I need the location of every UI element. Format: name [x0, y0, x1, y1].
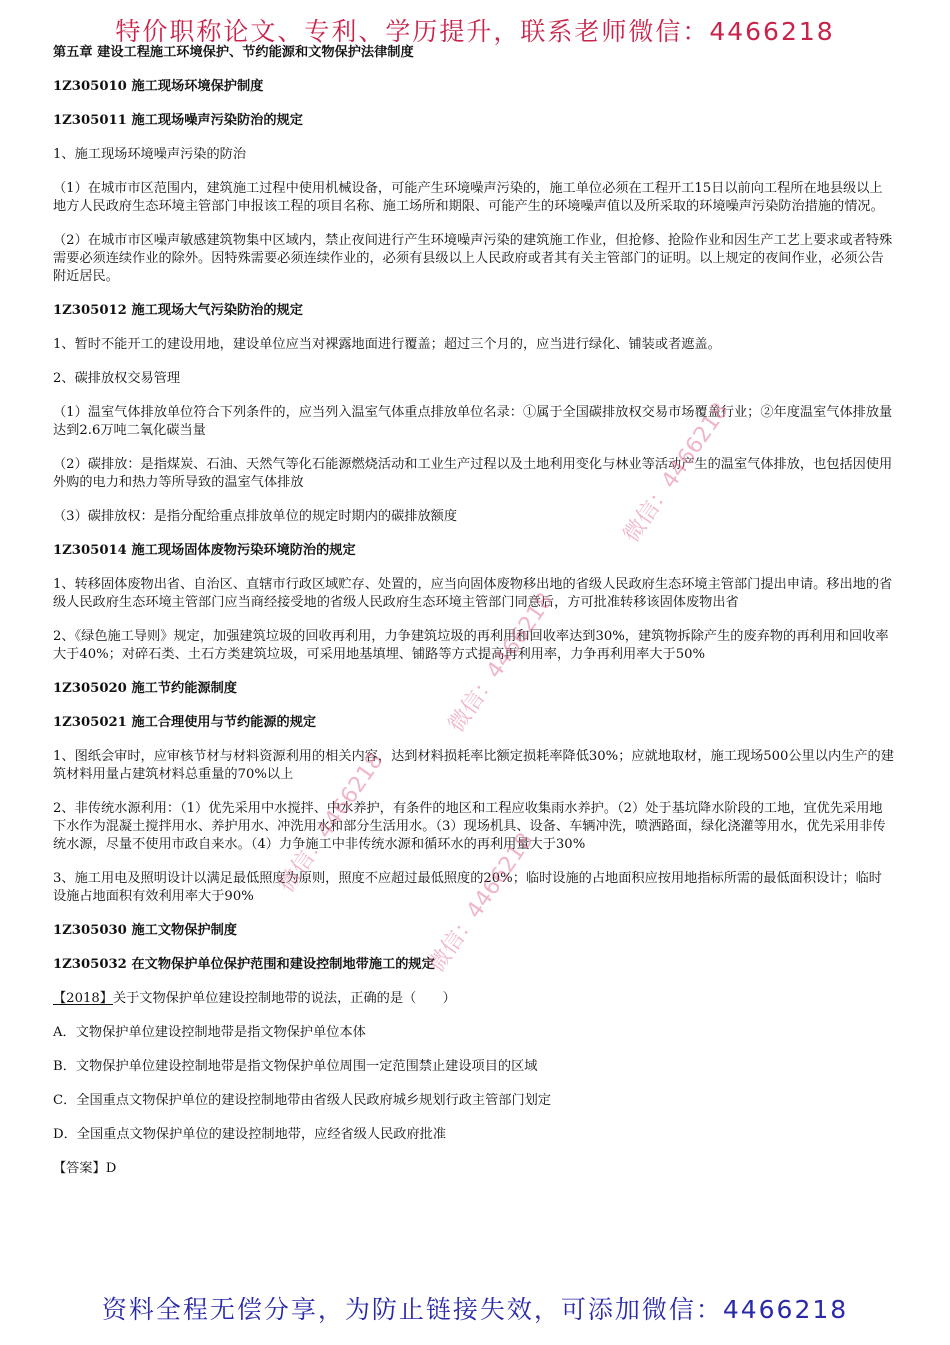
paragraph: 3、施工用电及照明设计以满足最低照度为原则，照度不应超过最低照度的20%；临时设施的占地面积应按用地指标所需的最低面积设计；临时设施占地面积有效利用率大于90%: [53, 871, 882, 904]
subsection-title: 1Z305014 施工现场固体废物污染环境防治的规定: [53, 543, 356, 558]
question-text: 关于文物保护单位建设控制地带的说法，正确的是（ ）: [112, 991, 456, 1006]
exam-question: [53, 990, 895, 1008]
paragraph: 1、施工现场环境噪声污染的防治: [53, 147, 247, 162]
section-title: 1Z305020 施工节约能源制度: [53, 681, 237, 696]
paragraph: 1、图纸会审时，应审核节材与材料资源利用的相关内容，达到材料损耗率比额定损耗率降低30%；应就地取材，施工现场500公里以内生产的建筑材料用量占建筑材料总重量的70%以上: [53, 749, 894, 782]
subsection-title: 1Z305011 施工现场噪声污染防治的规定: [53, 113, 303, 128]
watermark: 微信：4466218: [619, 398, 734, 548]
paragraph: （1）温室气体排放单位符合下列条件的，应当列入温室气体重点排放单位名录：①属于全国碳排放权交易市场覆盖行业；②年度温室气体排放量达到2.6万吨二氧化碳当量: [53, 405, 893, 438]
paragraph: 2、《绿色施工导则》规定，加强建筑垃圾的回收再利用，力争建筑垃圾的再利用和回收率达到30%，建筑物拆除产生的废弃物的再利用和回收率大于40%；对碎石类、土石方类建筑垃圾，可采用地基填埋、铺路等方式提高再利用率，力争再利用率大于50%: [53, 629, 889, 662]
section-title: 1Z305030 施工文物保护制度: [53, 923, 237, 938]
watermark: 微信：4466218: [424, 828, 539, 978]
subsection-title: 1Z305012 施工现场大气污染防治的规定: [53, 303, 303, 318]
paragraph: （1）在城市市区范围内，建筑施工过程中使用机械设备，可能产生环境噪声污染的，施工单位必须在工程开工15日以前向工程所在地县级以上地方人民政府生态环境主管部门申报该工程的项目名称、施工场所和期限、可能产生的环境噪声值以及所采取的环境噪声污染防治措施的情况。: [53, 181, 884, 214]
chapter-title: 第五章 建设工程施工环境保护、节约能源和文物保护法律制度: [53, 45, 414, 60]
subsection-title: 1Z305032 在文物保护单位保护范围和建设控制地带施工的规定: [53, 957, 435, 972]
paragraph: （2）碳排放：是指煤炭、石油、天然气等化石能源燃烧活动和工业生产过程以及土地利用变化与林业等活动产生的温室气体排放，也包括因使用外购的电力和热力等所导致的温室气体排放: [53, 457, 893, 490]
paragraph: 1、转移固体废物出省、自治区、直辖市行政区域贮存、处置的，应当向固体废物移出地的省级人民政府生态环境主管部门提出申请。移出地的省级人民政府生态环境主管部门应当商经接受地的省级人民政府生态环境主管部门同意后，方可批准转移该固体废物出省: [53, 577, 893, 610]
watermark: 微信：4466218: [444, 588, 559, 738]
watermark: 微信：4466218: [274, 748, 389, 898]
answer-option-c: C．全国重点文物保护单位的建设控制地带由省级人民政府城乡规划行政主管部门划定: [53, 1093, 552, 1108]
paragraph: 2、非传统水源利用：（1）优先采用中水搅拌、中水养护，有条件的地区和工程应收集雨水养护。（2）处于基坑降水阶段的工地，宜优先采用地下水作为混凝土搅拌用水、养护用水、冲洗用水和部分生活用水。（3）现场机具、设备、车辆冲洗，喷洒路面，绿化浇灌等用水，优先采用非传统水源，尽量不使用市政自来水。（4）力争施工中非传统水源和循环水的再利用量大于30%: [53, 801, 886, 852]
answer-option-d: D．全国重点文物保护单位的建设控制地带，应经省级人民政府批准: [53, 1127, 447, 1142]
paragraph: 1、暂时不能开工的建设用地，建设单位应当对裸露地面进行覆盖；超过三个月的，应当进行绿化、铺装或者遮盖。: [53, 337, 721, 352]
section-title: 1Z305010 施工现场环境保护制度: [53, 79, 264, 94]
subsection-title: 1Z305021 施工合理使用与节约能源的规定: [53, 715, 317, 730]
header-banner: 特价职称论文、专利、学历提升，联系老师微信：4466218: [115, 17, 835, 46]
answer: 【答案】D: [53, 1161, 117, 1176]
paragraph: 2、碳排放权交易管理: [53, 371, 181, 386]
answer-option-a: A．文物保护单位建设控制地带是指文物保护单位本体: [53, 1025, 366, 1040]
paragraph: （3）碳排放权：是指分配给重点排放单位的规定时期内的碳排放额度: [53, 509, 458, 524]
document-body: [53, 44, 895, 1194]
exam-year: 【2018】: [53, 991, 113, 1006]
paragraph: （2）在城市市区噪声敏感建筑物集中区域内，禁止夜间进行产生环境噪声污染的建筑施工作业，但抢修、抢险作业和因生产工艺上要求或者特殊需要必须连续作业的除外。因特殊需要必须连续作业的，必须有县级以上人民政府或者其有关主管部门的证明。以上规定的夜间作业，必须公告附近居民。: [53, 233, 893, 284]
answer-option-b: B．文物保护单位建设控制地带是指文物保护单位周围一定范围禁止建设项目的区域: [53, 1059, 538, 1074]
footer-banner: 资料全程无偿分享，为防止链接失效，可添加微信：4466218: [101, 1295, 849, 1324]
